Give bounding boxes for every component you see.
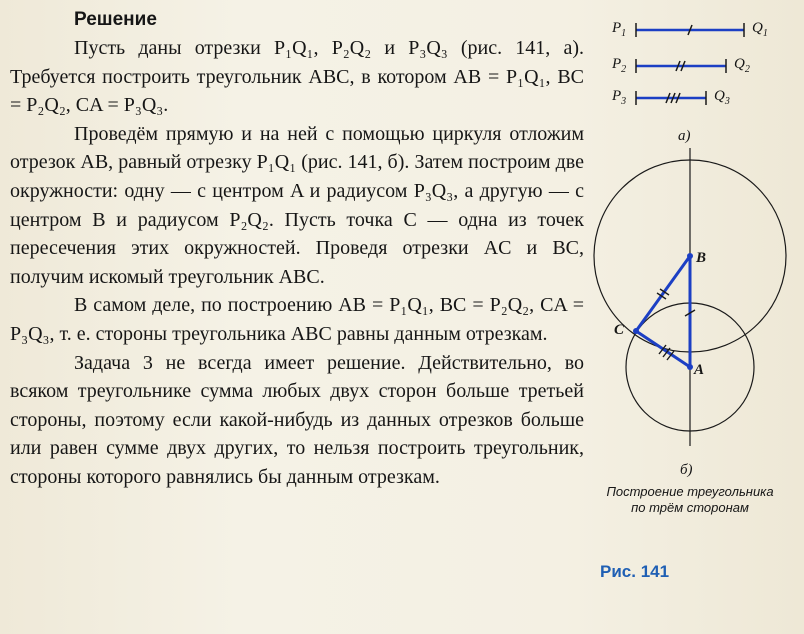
figure-caption: Построение треугольника по трём сторонам	[606, 484, 774, 515]
label-p1: $P_1$	[612, 20, 627, 39]
solution-text-column	[10, 6, 584, 492]
label-p3: $P_3$	[612, 88, 627, 107]
point-c-dot	[633, 328, 639, 334]
point-a-dot	[687, 364, 693, 370]
point-a-label: A	[694, 362, 705, 378]
segment-p1q1	[611, 20, 768, 39]
label-q3: $Q_3$	[714, 88, 730, 107]
segment-p2q2	[611, 56, 750, 75]
solution-heading: Решение	[74, 9, 157, 30]
segment-p3q3	[611, 88, 730, 107]
side-bc	[636, 256, 690, 331]
figure-141-drawing	[588, 0, 804, 480]
label-q2: $Q_2$	[734, 56, 750, 75]
paragraph-no-solution: Задача 3 не всегда имеет решение. Действительно, во всяком треугольнике сумма любых двух сторон больше третьей стороны, поэтому если какой-нибудь из данных отрезков больше или равен сумме двух других, то нельзя построить треугольник, стороны которого равнялись бы данным отрезкам.	[10, 351, 584, 488]
paragraph-construction: Проведём прямую и на ней с помощью циркуля отложим отрезок AB, равный отрезку P₁Q₁ (рис. 141, б). Затем построим две окружности: одну — с центром A и радиусом P₃Q₃, а другую — с центром B и радиусом P₂Q₂. Пусть точка C — одна из точек пересечения этих окружностей. Проведя отрезки AC и BC, получим искомый треугольник ABC.	[10, 122, 584, 288]
part-a-label: а)	[678, 128, 691, 144]
label-p2: $P_2$	[612, 56, 627, 75]
point-c-label: C	[614, 322, 625, 338]
figure-141	[588, 0, 804, 634]
point-b-label: B	[696, 250, 707, 266]
figure-number: Рис. 141	[600, 562, 670, 581]
paragraph-given-segments: Пусть даны отрезки P₁Q₁, P₂Q₂ и P₃Q₃ (рис. 141, а). Требуется построить треугольник ABC, в котором AB = P₁Q₁, BC = P₂Q₂, CA = P₃Q₃.	[10, 37, 584, 117]
part-b-label: б)	[680, 462, 693, 478]
point-b-dot	[687, 253, 693, 259]
label-q1: $Q_1$	[752, 20, 768, 39]
paragraph-proof: В самом деле, по построению AB = P₁Q₁, BC = P₂Q₂, CA = P₃Q₃, т. е. стороны треугольника ABC равны данным отрезкам.	[10, 294, 584, 345]
